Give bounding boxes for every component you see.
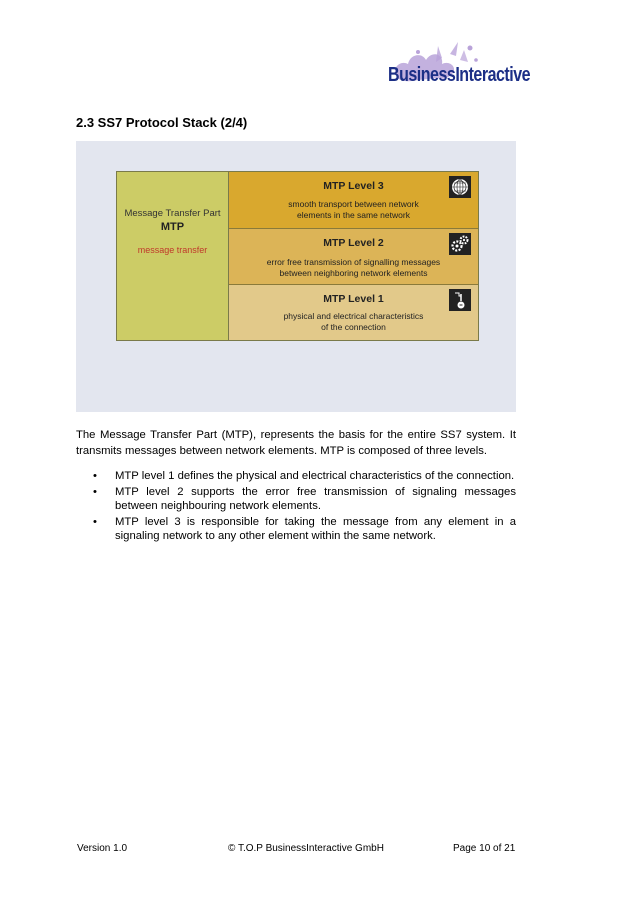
mtp-function: message transfer xyxy=(137,245,208,255)
mtp-abbreviation: MTP xyxy=(160,221,185,233)
level-title: MTP Level 1 xyxy=(323,293,384,305)
globe-icon xyxy=(449,176,471,198)
level-title: MTP Level 2 xyxy=(323,237,384,249)
protocol-stack-figure xyxy=(76,141,516,412)
list-item xyxy=(76,485,516,514)
level-description: error free transmission of signalling messages between neighboring network elements xyxy=(266,257,441,278)
plug-icon xyxy=(449,289,471,311)
mtp-level-2-block xyxy=(229,229,478,285)
mtp-level-1-block xyxy=(229,285,478,340)
bullet-icon: • xyxy=(93,515,97,528)
bullet-icon: • xyxy=(93,470,97,482)
mtp-levels-list xyxy=(76,469,516,545)
gears-icon xyxy=(449,233,471,255)
footer-page-number: Page 10 of 21 xyxy=(453,843,516,854)
footer-copyright: © T.O.P BusinessInteractive GmbH xyxy=(228,843,384,854)
level-description: smooth transport between network elements in the same network xyxy=(288,199,419,220)
list-item xyxy=(76,515,516,544)
footer-version: Version 1.0 xyxy=(77,843,128,854)
section-heading: 2.3 SS7 Protocol Stack (2/4) xyxy=(76,115,248,130)
list-item xyxy=(76,469,516,484)
list-item-text: MTP level 2 supports the error free transmission of signaling messages between neighbouring network elements. xyxy=(115,485,516,512)
intro-paragraph: The Message Transfer Part (MTP), represents the basis for the entire SS7 system. It transmits messages between network elements. MTP is composed of three levels. xyxy=(76,429,516,457)
bullet-icon: • xyxy=(93,485,97,498)
mtp-stack-diagram xyxy=(116,171,479,341)
company-logo xyxy=(378,38,531,98)
mtp-block xyxy=(117,172,229,340)
level-title: MTP Level 3 xyxy=(323,180,384,192)
list-item-text: MTP level 1 defines the physical and electrical characteristics of the connection. xyxy=(115,470,515,482)
logo-text-interactive: Interactive xyxy=(455,64,531,86)
mtp-full-name: Message Transfer Part xyxy=(124,208,221,219)
list-item-text: MTP level 3 is responsible for taking the message from any element in a signaling network to any other element within the same network. xyxy=(115,515,516,542)
mtp-level-3-block xyxy=(229,172,478,229)
logo-wordmark xyxy=(388,64,530,87)
logo-text-business: Business xyxy=(388,64,456,86)
level-description: physical and electrical characteristics of the connection xyxy=(283,311,424,332)
